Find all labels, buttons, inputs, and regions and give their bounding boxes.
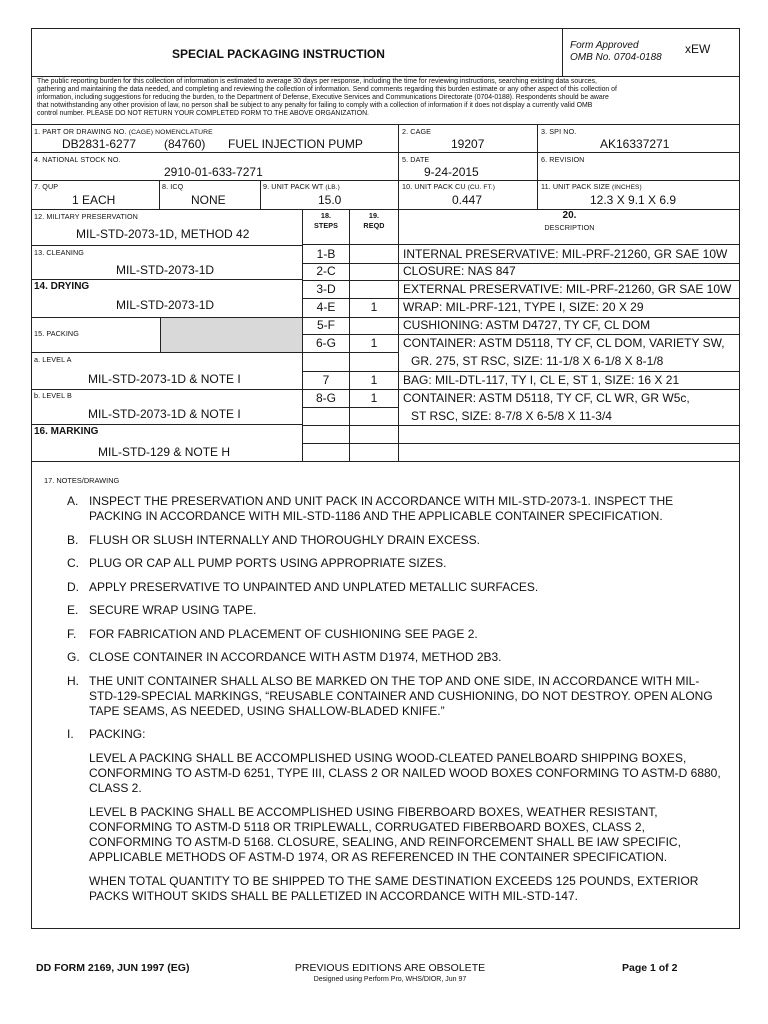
reqd-cell: 1 [370, 300, 378, 314]
unit-pack-cube-value: 0.447 [452, 193, 483, 207]
description-cell: EXTERNAL PRESERVATIVE: MIL-PRF-21260, GR SAE 10W [403, 282, 732, 296]
burden-line: information, including suggestions for reducing the burden, to the Department of Defense, Executive Services and Communications Directorate (0704-0188). Respondents should be aware [37, 94, 609, 101]
unit-pack-cube-label [402, 182, 495, 191]
step-cell: 1-B [316, 247, 336, 261]
divider [31, 124, 740, 125]
description-cell [403, 443, 739, 461]
page-number: Page 1 of 2 [622, 962, 678, 974]
omb-number: OMB No. 0704-0188 [570, 52, 662, 63]
step-cell: 3-D [316, 282, 336, 296]
note-letter: E. [67, 603, 79, 617]
cleaning-label: 13. CLEANING [34, 248, 84, 257]
description-cell [403, 425, 739, 443]
burden-line: control number. PLEASE DO NOT RETURN YOUR COMPLETED FORM TO THE ABOVE ORGANIZATION. [37, 110, 369, 117]
note-item [67, 627, 727, 642]
nomenclature-value: FUEL INJECTION PUMP [228, 137, 363, 151]
step-cell: 2-C [316, 264, 336, 278]
description-cell: BAG: MIL-DTL-117, TY I, CL E, ST 1, SIZE: 16 X 21 [403, 373, 680, 387]
note-item [67, 674, 727, 719]
description-cell: WRAP: MIL-PRF-121, TYPE I, SIZE: 20 X 29 [403, 300, 644, 314]
note-letter: D. [67, 579, 79, 594]
form-approved-label: Form Approved [570, 40, 639, 51]
divider [537, 124, 538, 209]
divider [31, 279, 302, 280]
divider [31, 180, 740, 181]
description-cell: CONTAINER: ASTM D5118, TY CF, CL WR, GR W5c, [403, 391, 690, 405]
spi-number-value: AK16337271 [600, 137, 670, 151]
obsolete-notice: PREVIOUS EDITIONS ARE OBSOLETE [294, 962, 486, 974]
part-number-value: DB2831-6277 [62, 137, 137, 151]
note-letter: H. [67, 673, 79, 688]
burden-statement [37, 78, 617, 118]
revision-label: 6. REVISION [541, 155, 585, 164]
note-text: SECURE WRAP USING TAPE. [89, 603, 257, 617]
step-cell [303, 425, 349, 443]
level-a-value: MIL-STD-2073-1D & NOTE I [88, 372, 241, 386]
qup-label: 7. QUP [34, 182, 59, 191]
icq-label: 8. ICQ [162, 182, 184, 191]
form-code: xEW [685, 42, 711, 56]
divider [31, 76, 740, 77]
divider [260, 180, 261, 209]
reqd-number: 19. [368, 211, 380, 220]
form-id: DD FORM 2169, JUN 1997 (EG) [36, 962, 190, 974]
packing-label: 15. PACKING [34, 329, 79, 338]
note-letter: G. [67, 650, 80, 664]
cage-label: 2. CAGE [402, 127, 432, 136]
level-a-label: a. LEVEL A [34, 355, 72, 364]
part-cage-value: (84760) [164, 137, 206, 151]
divider [31, 245, 302, 246]
note-letter: C. [67, 556, 79, 570]
burden-line: gathering and maintaining the data needed, and completing and reviewing the collection of information. Send comments regarding this burden estimate or any other aspect of this collection of [37, 86, 617, 93]
divider [159, 180, 160, 209]
note-text: APPLY PRESERVATIVE TO UNPAINTED AND UNPLATED METALLIC SURFACES. [89, 579, 539, 594]
note-item [67, 556, 727, 571]
part-number-label-text: 1. PART OR DRAWING NO. [34, 127, 127, 136]
reqd-cell [350, 280, 398, 298]
step-cell: 6-G [315, 336, 336, 350]
drying-label: 14. DRYING [34, 281, 90, 292]
divider [31, 424, 302, 425]
drying-value: MIL-STD-2073-1D [116, 298, 215, 312]
reqd-cell [350, 352, 398, 371]
marking-label: 16. MARKING [34, 426, 99, 437]
step-cell: 7 [322, 373, 330, 387]
burden-line: that notwithstanding any other provision of law, no person shall be subject to any penalty for failing to comply with a collection of information if it does not display a currently valid OMB [37, 102, 593, 109]
unit-pack-cube-label-text: 10. UNIT PACK CU [402, 182, 466, 191]
part-number-label-sub: (CAGE) NOMENCLATURE [128, 129, 213, 136]
cage-value: 19207 [451, 137, 485, 151]
description-cell: CONTAINER: ASTM D5118, TY CF, CL DOM, VARIETY SW, [403, 336, 725, 350]
reqd-cell [350, 263, 398, 280]
note-text: CLOSE CONTAINER IN ACCORDANCE WITH ASTM D1974, METHOD 2B3. [89, 650, 502, 664]
shaded-cell [160, 318, 302, 352]
note-item [67, 533, 727, 548]
step-cell [303, 407, 349, 425]
spi-number-label: 3. SPI NO. [541, 127, 577, 136]
divider [398, 209, 399, 461]
packing-paragraph: LEVEL A PACKING SHALL BE ACCOMPLISHED USING WOOD-CLEATED PANELBOARD SHIPPING BOXES, CONFORMING TO ASTM-D 6251, TYPE III, CLASS 2 OR NAILED WOOD BOXES CONFORMING TO ASTM-D 6880, CLASS 2. [89, 750, 721, 795]
reqd-cell [350, 407, 398, 425]
unit-pack-weight-unit: (LB.) [325, 184, 340, 191]
reqd-cell [350, 317, 398, 334]
description-cell: GR. 275, ST RSC, SIZE: 11-1/8 X 6-1/8 X 8-1/8 [411, 354, 664, 368]
reqd-cell: 1 [370, 336, 378, 350]
level-b-value: MIL-STD-2073-1D & NOTE I [88, 407, 241, 421]
icq-value: NONE [191, 193, 226, 207]
unit-pack-size-label [541, 182, 642, 191]
reqd-cell: 1 [370, 391, 378, 405]
note-text: PLUG OR CAP ALL PUMP PORTS USING APPROPRIATE SIZES. [89, 556, 447, 570]
divider [31, 389, 302, 390]
nsn-value: 2910-01-633-7271 [164, 165, 263, 179]
step-cell: 5-F [317, 318, 335, 332]
marking-value: MIL-STD-129 & NOTE H [98, 445, 231, 459]
divider [31, 461, 740, 462]
military-preservation-label: 12. MILITARY PRESERVATION [34, 212, 138, 221]
description-cell: CLOSURE: NAS 847 [403, 264, 516, 278]
burden-line: The public reporting burden for this collection of information is estimated to average 30 days per response, including the time for reviewing instructions, searching existing data sources, [37, 78, 597, 85]
part-number-label [34, 127, 213, 136]
note-item [67, 727, 727, 742]
note-item [67, 603, 727, 618]
step-cell [303, 443, 349, 461]
military-preservation-value: MIL-STD-2073-1D, METHOD 42 [76, 227, 250, 241]
packing-paragraph: LEVEL B PACKING SHALL BE ACCOMPLISHED USING FIBERBOARD BOXES, WEATHER RESISTANT, CONFORMING TO ASTM-D 5118 OR TRIPLEWALL, CORRUGATED FIBERBOARD BOXES, CLASS 2, CONFORMING TO ASTM-D 5168. CLOSURE, SEALING, AND REINFORCEMENT SHALL BE IAW SPECIFIC, APPLICABLE METHODS OF ASTM-D 1974, OR AS REFERENCED IN THE CONTAINER SPECIFICATION. [89, 804, 681, 864]
unit-pack-cube-unit: (CU. FT.) [467, 184, 496, 191]
reqd-header: REQD [363, 221, 385, 230]
step-cell: 8-G [315, 391, 336, 405]
form-title: SPECIAL PACKAGING INSTRUCTION [172, 47, 385, 61]
qup-value: 1 EACH [72, 193, 116, 207]
designed-using: Designed using Perform Pro, WHS/DIOR, Jun 97 [313, 976, 467, 983]
note-text: FOR FABRICATION AND PLACEMENT OF CUSHIONING SEE PAGE 2. [89, 626, 478, 641]
step-cell [303, 352, 349, 371]
reqd-cell: 1 [370, 373, 378, 387]
divider [31, 352, 302, 353]
step-cell: 4-E [316, 300, 336, 314]
unit-pack-size-unit: (INCHES) [612, 184, 642, 191]
reqd-cell [350, 245, 398, 263]
note-item [67, 494, 727, 524]
notes-list [67, 494, 727, 913]
note-letter: F. [67, 626, 77, 641]
steps-header: STEPS [313, 221, 339, 230]
unit-pack-weight-label [263, 182, 340, 191]
note-letter: A. [67, 494, 79, 508]
note-text: FLUSH OR SLUSH INTERNALLY AND THOROUGHLY DRAIN EXCESS. [89, 532, 480, 547]
reqd-cell [350, 443, 398, 461]
date-value: 9-24-2015 [424, 165, 479, 179]
description-cell: CUSHIONING: ASTM D4727, TY CF, CL DOM [403, 318, 651, 332]
cleaning-value: MIL-STD-2073-1D [116, 263, 215, 277]
level-b-label: b. LEVEL B [34, 391, 72, 400]
note-letter: I. [67, 727, 74, 741]
description-cell: ST RSC, SIZE: 8-7/8 X 6-5/8 X 11-3/4 [411, 409, 612, 423]
divider [562, 28, 563, 76]
note-item [67, 650, 727, 665]
description-header: DESCRIPTION [544, 223, 595, 232]
unit-pack-size-value: 12.3 X 9.1 X 6.9 [590, 193, 677, 207]
note-text: PACKING: [89, 727, 146, 741]
description-number: 20. [562, 210, 577, 221]
nsn-label: 4. NATIONAL STOCK NO. [34, 155, 121, 164]
divider [398, 124, 399, 209]
date-label: 5. DATE [402, 155, 430, 164]
unit-pack-size-label-text: 11. UNIT PACK SIZE [541, 182, 610, 191]
note-text: THE UNIT CONTAINER SHALL ALSO BE MARKED ON THE TOP AND ONE SIDE, IN ACCORDANCE WITH MIL-STD-129-SPECIAL MARKINGS, “REUSABLE CONTAINER AND CUSHIONING, DO NOT DESTROY. OPEN ALONG TAPE SEAMS, AS NEEDED, USING SHALLOW-BLADED KNIFE.” [89, 673, 713, 718]
note-text: INSPECT THE PRESERVATION AND UNIT PACK IN ACCORDANCE WITH MIL-STD-2073-1. INSPECT THE PACKING IN ACCORDANCE WITH MIL-STD-1186 AND THE APPLICABLE CONTAINER SPECIFICATION. [89, 494, 674, 523]
unit-pack-weight-label-text: 9. UNIT PACK WT [263, 182, 324, 191]
notes-label: 17. NOTES/DRAWING [44, 476, 120, 485]
unit-pack-weight-value: 15.0 [318, 193, 342, 207]
steps-number: 18. [320, 211, 332, 220]
description-cell: INTERNAL PRESERVATIVE: MIL-PRF-21260, GR SAE 10W [403, 247, 728, 261]
divider [31, 152, 740, 153]
reqd-cell [350, 425, 398, 443]
note-item [67, 580, 727, 595]
note-letter: B. [67, 532, 79, 547]
packing-paragraph: WHEN TOTAL QUANTITY TO BE SHIPPED TO THE SAME DESTINATION EXCEEDS 125 POUNDS, EXTERIOR PACKS WITHOUT SKIDS SHALL BE PALLETIZED IN ACCORDANCE WITH MIL-STD-147. [89, 873, 699, 903]
